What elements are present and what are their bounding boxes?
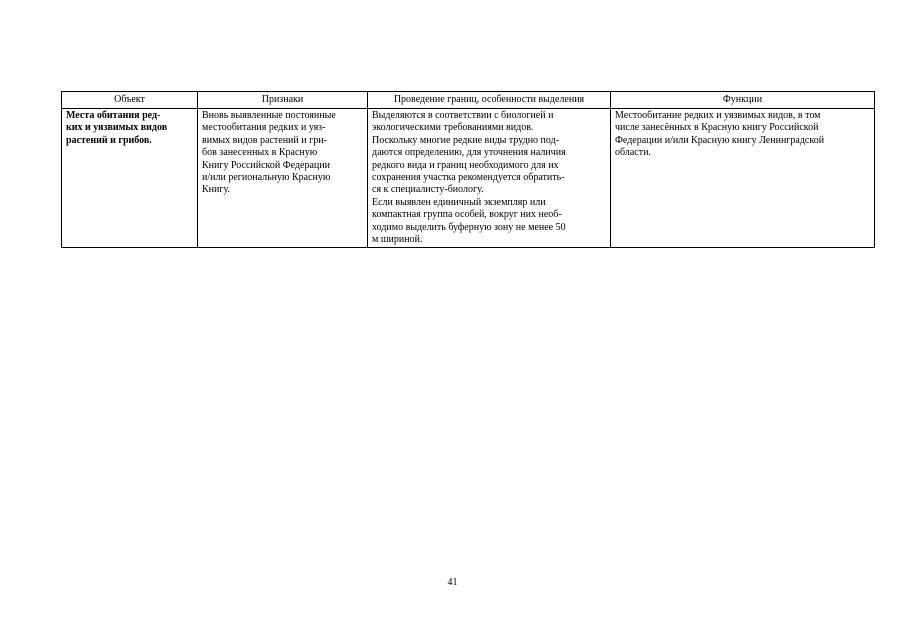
- cell-functions: Местообитание редких и уязвимых видов, в том числе занесённых в Красную книгу Российской Федерации и/или Красную книгу Ленинградской области.: [611, 109, 875, 248]
- page-number: 41: [447, 577, 458, 588]
- cell-object: Места обитания ред- ких и уязвимых видов растений и грибов.: [62, 109, 198, 248]
- cell-boundaries: Выделяются в соответствии с биологией и экологическими требованиями видов. Поскольку многие редкие виды трудно под- даются определению, для уточнения наличия редкого вида и границ необходимого для их сохранения участка рекомендуется обратить- ся к специалисту-биологу. Если выявлен единичный экземпляр или компактная группа особей, вокруг них необ- ходимо выделить буферную зону не менее 50 м шириной.: [368, 109, 611, 248]
- header-signs: Признаки: [198, 92, 368, 109]
- table-row: [62, 109, 875, 248]
- header-functions: Функции: [611, 92, 875, 109]
- table-header-row: [62, 92, 875, 109]
- header-boundaries: Проведение границ, особенности выделения: [368, 92, 611, 109]
- cell-signs: Вновь выявленные постоянные местообитания редких и уяз- вимых видов растений и гри- бов занесенных в Красную Книгу Российской Федерации и/или региональную Красную Книгу.: [198, 109, 368, 248]
- hcv-table: [61, 91, 875, 248]
- header-object: Объект: [62, 92, 198, 109]
